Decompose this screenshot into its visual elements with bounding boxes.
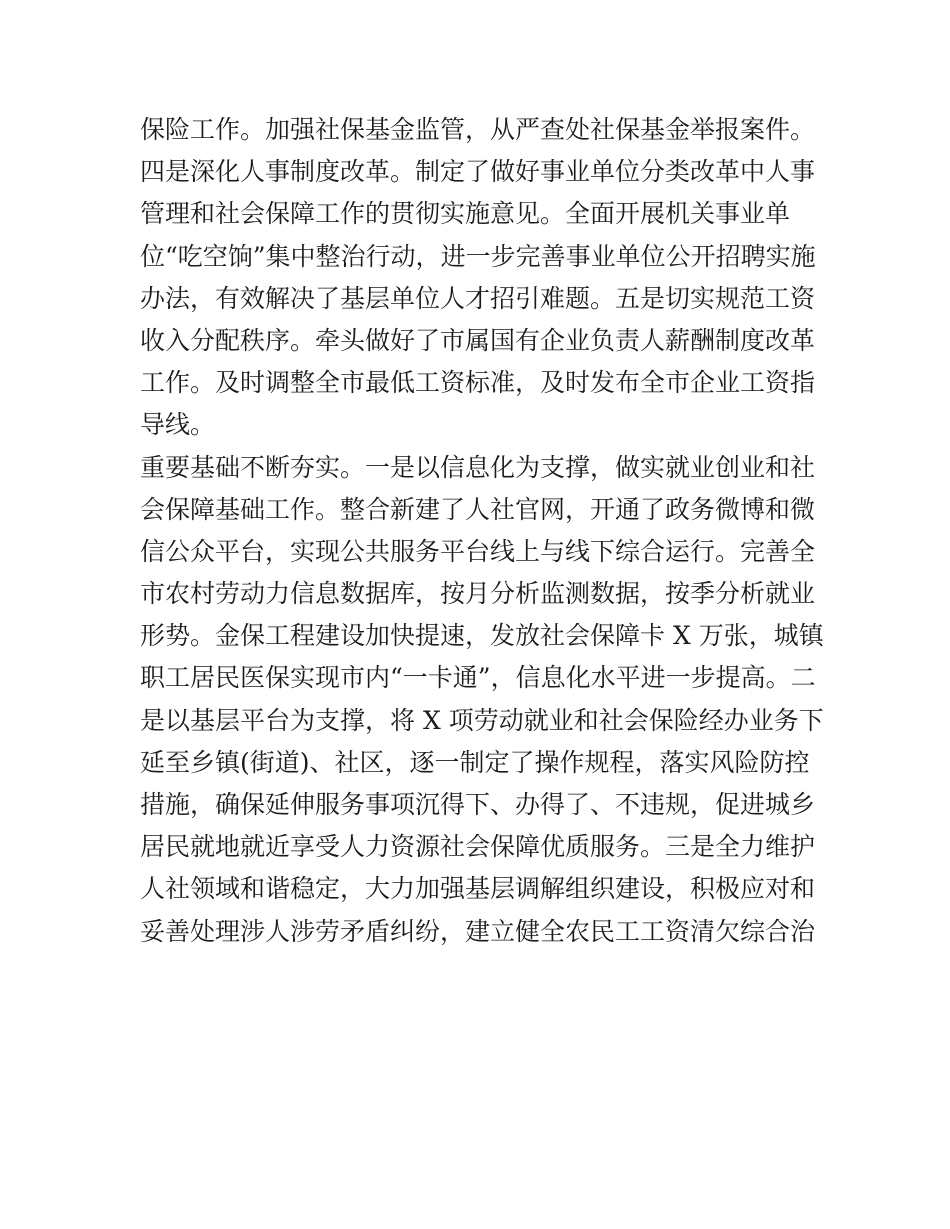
body-text bbox=[140, 109, 824, 953]
text-line: 位“吃空饷”集中整治行动，进一步完善事业单位公开招聘实施 bbox=[140, 241, 816, 271]
text-line: 市农村劳动力信息数据库，按月分析监测数据，按季分析就业 bbox=[140, 579, 816, 609]
text-line: 居民就地就近享受人力资源社会保障优质服务。三是全力维护 bbox=[140, 832, 816, 862]
text-line: 收入分配秩序。牵头做好了市属国有企业负责人薪酬制度改革 bbox=[140, 325, 816, 355]
text-line: 导线。 bbox=[140, 410, 216, 440]
text-line: 会保障基础工作。整合新建了人社官网，开通了政务微博和微 bbox=[140, 494, 816, 524]
text-line: 人社领域和谐稳定，大力加强基层调解组织建设，积极应对和 bbox=[140, 874, 816, 904]
text-line: 措施，确保延伸服务事项沉得下、办得了、不违规，促进城乡 bbox=[140, 790, 816, 819]
text-line: 妥善处理涉人涉劳矛盾纠纷，建立健全农民工工资清欠综合治 bbox=[140, 916, 816, 946]
text-line: 办法，有效解决了基层单位人才招引难题。五是切实规范工资 bbox=[140, 283, 816, 313]
text-line: 职工居民医保实现市内“一卡通”，信息化水平进一步提高。二 bbox=[140, 663, 816, 693]
text-line: 四是深化人事制度改革。制定了做好事业单位分类改革中人事 bbox=[140, 157, 816, 187]
text-line: 是以基层平台为支撑，将 X 项劳动就业和社会保险经办业务下 bbox=[140, 705, 824, 735]
text-line: 重要基础不断夯实。一是以信息化为支撑，做实就业创业和社 bbox=[140, 452, 816, 482]
text-line: 保险工作。加强社保基金监管，从严查处社保基金举报案件。 bbox=[140, 115, 816, 144]
text-line: 形势。金保工程建设加快提速，发放社会保障卡 X 万张，城镇 bbox=[140, 621, 824, 651]
text-line: 管理和社会保障工作的贯彻实施意见。全面开展机关事业单 bbox=[140, 199, 791, 229]
text-line: 工作。及时调整全市最低工资标准，及时发布全市企业工资指 bbox=[140, 368, 816, 398]
text-line: 信公众平台，实现公共服务平台线上与线下综合运行。完善全 bbox=[140, 536, 816, 566]
text-line: 延至乡镇(街道)、社区，逐一制定了操作规程，落实风险防控 bbox=[140, 747, 810, 777]
